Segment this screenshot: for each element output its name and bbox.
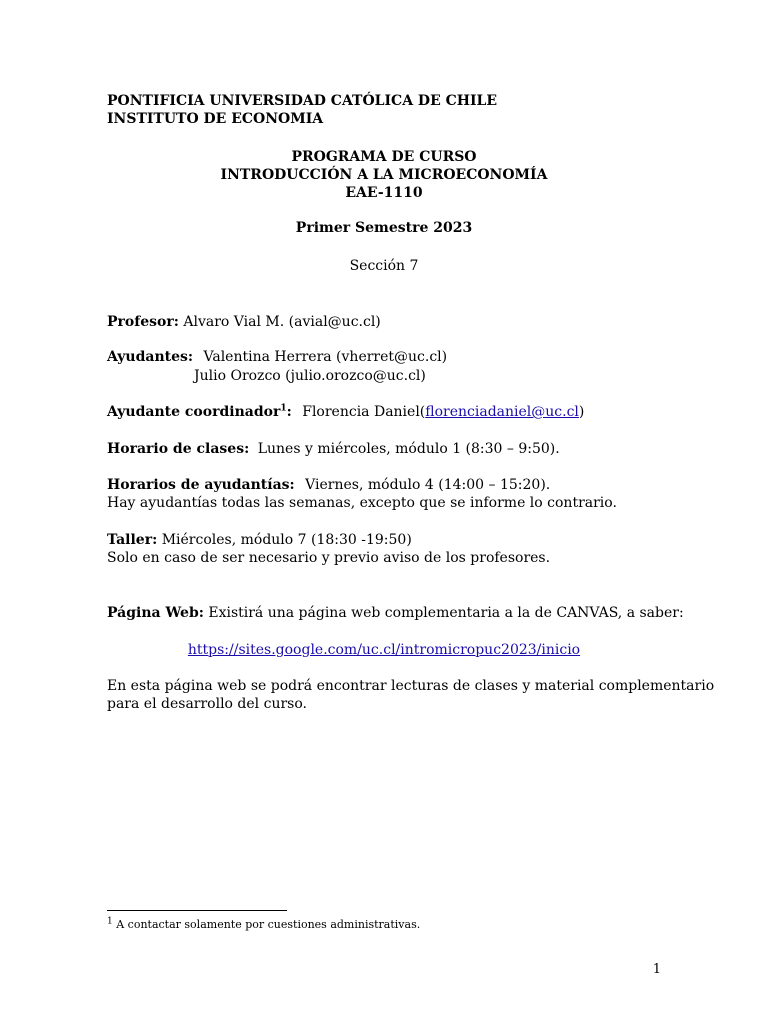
web-value: Existirá una página web complementaria a la de CANVAS, a saber: bbox=[208, 605, 684, 621]
footnote-text: A contactar solamente por cuestiones administrativas. bbox=[116, 918, 421, 931]
course-code: EAE-1110 bbox=[345, 185, 423, 201]
university-name: PONTIFICIA UNIVERSIDAD CATÓLICA DE CHILE bbox=[107, 93, 498, 109]
ayudantes-line bbox=[107, 348, 447, 366]
taller-note: Solo en caso de ser necesario y previo aviso de los profesores. bbox=[107, 550, 551, 566]
coordinador-name: Florencia Daniel( bbox=[302, 404, 426, 420]
coordinador-close: ) bbox=[578, 404, 585, 420]
course-name: INTRODUCCIÓN A LA MICROECONOMÍA bbox=[220, 167, 548, 183]
semester: Primer Semestre 2023 bbox=[295, 220, 473, 236]
horario-ayudantias-line bbox=[107, 476, 550, 494]
page-number: 1 bbox=[652, 962, 661, 977]
footnote-number: 1 bbox=[107, 916, 113, 927]
coordinador-colon: : bbox=[286, 404, 292, 420]
section: Sección 7 bbox=[349, 258, 419, 274]
coordinador-line bbox=[107, 403, 584, 421]
web-label: Página Web: bbox=[107, 605, 204, 621]
institute-name: INSTITUTO DE ECONOMIA bbox=[107, 111, 324, 127]
horario-ayudantias-label: Horarios de ayudantías: bbox=[107, 477, 295, 493]
coordinador-label: Ayudante coordinador bbox=[107, 404, 281, 420]
web-desc-1: En esta página web se podrá encontrar lecturas de clases y material complementario bbox=[107, 678, 715, 694]
profesor-label: Profesor: bbox=[107, 314, 179, 330]
ayudante-2: Julio Orozco (julio.orozco@uc.cl) bbox=[194, 368, 426, 384]
taller-line bbox=[107, 531, 412, 549]
web-desc-2: para el desarrollo del curso. bbox=[107, 696, 307, 712]
course-website-link[interactable]: https://sites.google.com/uc.cl/intromicropuc2023/inicio bbox=[187, 642, 581, 658]
coordinador-email-link[interactable]: florenciadaniel@uc.cl bbox=[425, 404, 579, 420]
program-title: PROGRAMA DE CURSO bbox=[291, 149, 477, 165]
web-line bbox=[107, 604, 684, 622]
horario-clases-line bbox=[107, 440, 560, 458]
footnote-divider bbox=[107, 910, 287, 911]
ayudantes-label: Ayudantes: bbox=[107, 349, 194, 365]
horario-ayudantias-value: Viernes, módulo 4 (14:00 – 15:20). bbox=[305, 477, 551, 493]
taller-value: Miércoles, módulo 7 (18:30 -19:50) bbox=[161, 532, 412, 548]
profesor-line bbox=[107, 313, 381, 331]
footnote-marker: 1 bbox=[280, 403, 287, 414]
horario-ayudantias-note: Hay ayudantías todas las semanas, excepto que se informe lo contrario. bbox=[107, 495, 617, 511]
profesor-value: Alvaro Vial M. (avial@uc.cl) bbox=[183, 314, 381, 330]
ayudante-1: Valentina Herrera (vherret@uc.cl) bbox=[203, 349, 448, 365]
taller-label: Taller: bbox=[107, 532, 158, 548]
footnote bbox=[107, 918, 420, 932]
web-url-line bbox=[0, 641, 768, 659]
horario-clases-label: Horario de clases: bbox=[107, 441, 250, 457]
horario-clases-value: Lunes y miércoles, módulo 1 (8:30 – 9:50). bbox=[257, 441, 560, 457]
